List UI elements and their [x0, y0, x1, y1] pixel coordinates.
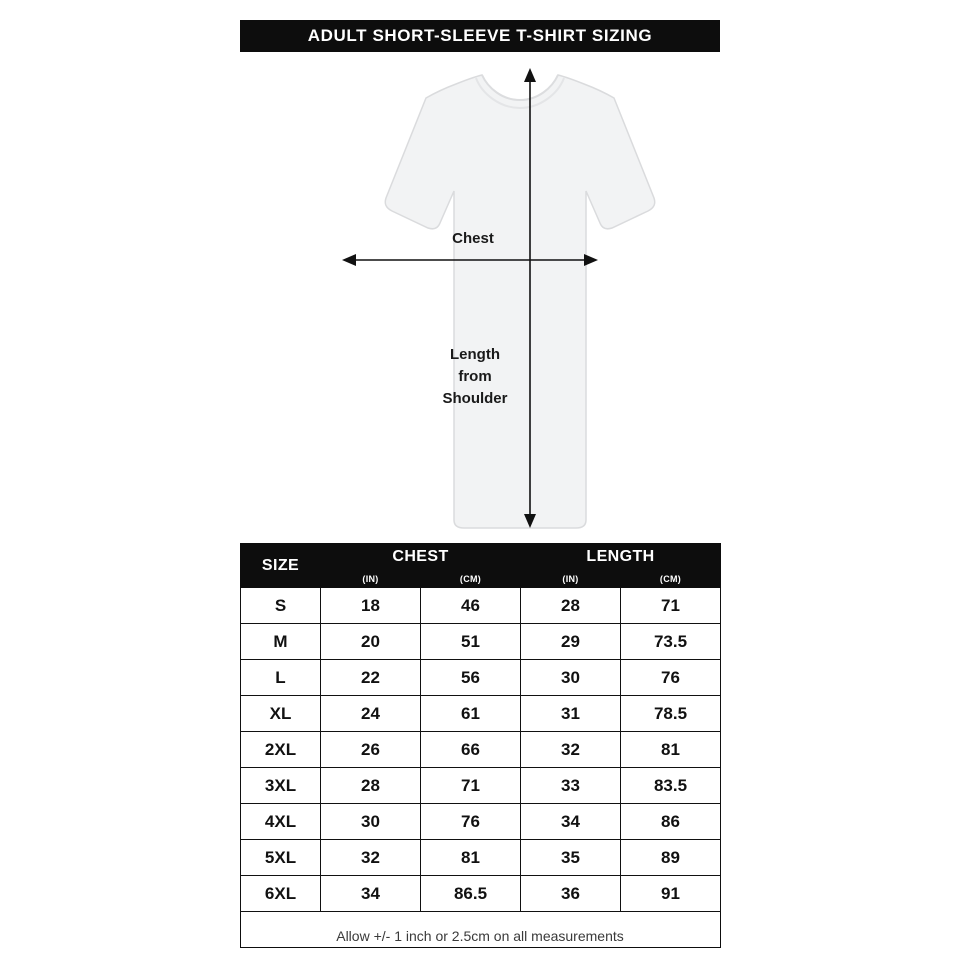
length-label-line-1: Length — [450, 346, 500, 363]
cell-length-cm: 71 — [621, 588, 721, 624]
cell-size: M — [241, 624, 321, 660]
cell-chest-in: 30 — [321, 804, 421, 840]
cell-length-cm: 78.5 — [621, 696, 721, 732]
table-row — [241, 732, 721, 768]
cell-chest-in: 20 — [321, 624, 421, 660]
cell-chest-cm: 61 — [421, 696, 521, 732]
cell-length-cm: 89 — [621, 840, 721, 876]
table-row — [241, 768, 721, 804]
cell-size: 6XL — [241, 876, 321, 912]
length-measure-label — [420, 344, 530, 409]
header-size: SIZE — [241, 544, 321, 588]
cell-size: 2XL — [241, 732, 321, 768]
cell-chest-in: 28 — [321, 768, 421, 804]
cell-length-in: 29 — [521, 624, 621, 660]
cell-length-in: 28 — [521, 588, 621, 624]
cell-length-cm: 76 — [621, 660, 721, 696]
header-length: LENGTH — [521, 544, 721, 571]
cell-length-in: 33 — [521, 768, 621, 804]
cell-chest-in: 34 — [321, 876, 421, 912]
cell-chest-cm: 66 — [421, 732, 521, 768]
cell-length-in: 31 — [521, 696, 621, 732]
tshirt-icon — [230, 58, 730, 538]
unit-length-cm: (CM) — [621, 571, 721, 588]
cell-chest-cm: 76 — [421, 804, 521, 840]
cell-length-in: 32 — [521, 732, 621, 768]
cell-length-in: 30 — [521, 660, 621, 696]
unit-chest-cm: (CM) — [421, 571, 521, 588]
table-row — [241, 624, 721, 660]
cell-chest-cm: 71 — [421, 768, 521, 804]
cell-chest-in: 24 — [321, 696, 421, 732]
table-header-row — [241, 544, 721, 571]
cell-length-cm: 91 — [621, 876, 721, 912]
table-row — [241, 804, 721, 840]
page-title: ADULT SHORT-SLEEVE T-SHIRT SIZING — [307, 26, 653, 45]
size-chart-table — [240, 543, 721, 948]
header-chest: CHEST — [321, 544, 521, 571]
cell-size: 4XL — [241, 804, 321, 840]
cell-length-cm: 73.5 — [621, 624, 721, 660]
cell-chest-in: 32 — [321, 840, 421, 876]
table-row — [241, 660, 721, 696]
table-row — [241, 840, 721, 876]
cell-length-cm: 86 — [621, 804, 721, 840]
cell-size: XL — [241, 696, 321, 732]
cell-size: S — [241, 588, 321, 624]
cell-chest-in: 22 — [321, 660, 421, 696]
cell-chest-in: 18 — [321, 588, 421, 624]
cell-chest-cm: 46 — [421, 588, 521, 624]
cell-chest-cm: 81 — [421, 840, 521, 876]
page-title-bar — [240, 20, 720, 52]
length-label-line-3: Shoulder — [442, 389, 508, 407]
tshirt-diagram — [230, 58, 730, 538]
measurement-tolerance-note: Allow +/- 1 inch or 2.5cm on all measurements — [336, 928, 624, 944]
cell-chest-cm: 56 — [421, 660, 521, 696]
cell-size: 3XL — [241, 768, 321, 804]
chest-measure-label: Chest — [452, 230, 494, 247]
unit-length-in: (IN) — [521, 571, 621, 588]
cell-chest-in: 26 — [321, 732, 421, 768]
cell-length-in: 35 — [521, 840, 621, 876]
cell-size: L — [241, 660, 321, 696]
cell-length-cm: 83.5 — [621, 768, 721, 804]
cell-chest-cm: 51 — [421, 624, 521, 660]
cell-size: 5XL — [241, 840, 321, 876]
table-row — [241, 876, 721, 912]
cell-length-in: 34 — [521, 804, 621, 840]
table-row — [241, 588, 721, 624]
cell-chest-cm: 86.5 — [421, 876, 521, 912]
length-label-line-2: from — [458, 367, 492, 385]
cell-length-cm: 81 — [621, 732, 721, 768]
cell-length-in: 36 — [521, 876, 621, 912]
table-row — [241, 696, 721, 732]
unit-chest-in: (IN) — [321, 571, 421, 588]
